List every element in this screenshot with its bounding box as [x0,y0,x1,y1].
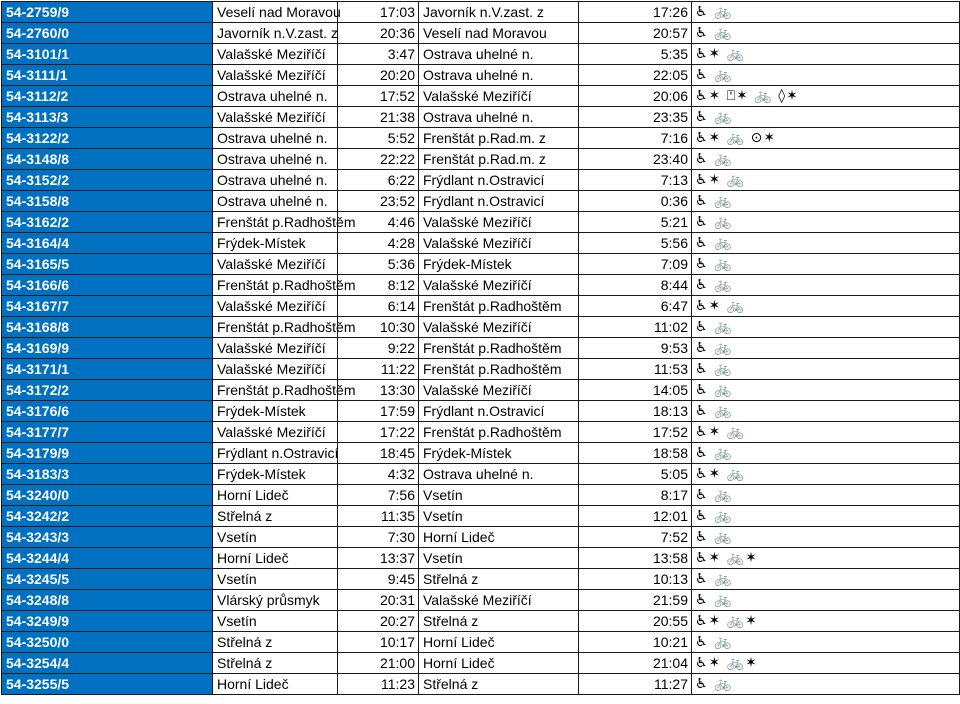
departure-time-cell: 10:30 [338,317,419,338]
service-icons-cell: ♿ 🚲 [692,254,960,275]
service-icons-cell: ♿✶ ⍞✶ 🚲 ◊✶ [692,86,960,107]
origin-station-cell: Valašské Meziříčí [213,44,338,65]
origin-station-cell: Horní Lideč [213,674,338,695]
table-row [2,338,960,359]
origin-station-cell: Ostrava uhelné n. [213,149,338,170]
origin-station-cell: Valašské Meziříčí [213,65,338,86]
origin-station-cell: Frýdlant n.Ostravicí [213,443,338,464]
departure-time-cell: 17:59 [338,401,419,422]
destination-station-cell: Frenštát p.Radhoštěm [419,296,579,317]
departure-time-cell: 13:30 [338,380,419,401]
table-row [2,527,960,548]
table-row [2,86,960,107]
origin-station-cell: Vlárský průsmyk [213,590,338,611]
departure-time-cell: 6:14 [338,296,419,317]
service-icons-cell: ♿ 🚲 [692,317,960,338]
destination-station-cell: Střelná z [419,569,579,590]
destination-station-cell: Horní Lideč [419,527,579,548]
train-number-cell: 54-3176/6 [2,401,213,422]
train-number-cell: 54-3162/2 [2,212,213,233]
departure-time-cell: 11:35 [338,506,419,527]
arrival-time-cell: 9:53 [579,338,692,359]
table-row [2,632,960,653]
origin-station-cell: Frýdek-Místek [213,464,338,485]
train-number-cell: 54-3148/8 [2,149,213,170]
departure-time-cell: 20:27 [338,611,419,632]
destination-station-cell: Ostrava uhelné n. [419,107,579,128]
departure-time-cell: 17:03 [338,2,419,23]
origin-station-cell: Střelná z [213,653,338,674]
service-icons-cell: ♿ 🚲 [692,2,960,23]
departure-time-cell: 21:00 [338,653,419,674]
departure-time-cell: 11:23 [338,674,419,695]
train-number-cell: 54-3122/2 [2,128,213,149]
arrival-time-cell: 11:53 [579,359,692,380]
origin-station-cell: Valašské Meziříčí [213,296,338,317]
destination-station-cell: Valašské Meziříčí [419,380,579,401]
origin-station-cell: Frenštát p.Radhoštěm [213,212,338,233]
destination-station-cell: Střelná z [419,611,579,632]
train-number-cell: 54-3158/8 [2,191,213,212]
service-icons-cell: ♿ 🚲 [692,569,960,590]
destination-station-cell: Frenštát p.Radhoštěm [419,422,579,443]
service-icons-cell: ♿ 🚲 [692,23,960,44]
arrival-time-cell: 11:27 [579,674,692,695]
destination-station-cell: Frýdek-Místek [419,443,579,464]
origin-station-cell: Frýdek-Místek [213,233,338,254]
departure-time-cell: 22:22 [338,149,419,170]
arrival-time-cell: 20:06 [579,86,692,107]
table-row [2,128,960,149]
destination-station-cell: Frenštát p.Rad.m. z [419,128,579,149]
departure-time-cell: 9:22 [338,338,419,359]
origin-station-cell: Valašské Meziříčí [213,107,338,128]
destination-station-cell: Frenštát p.Rad.m. z [419,149,579,170]
service-icons-cell: ♿ 🚲 [692,590,960,611]
destination-station-cell: Frýdek-Místek [419,254,579,275]
origin-station-cell: Vsetín [213,527,338,548]
service-icons-cell: ♿ 🚲 [692,632,960,653]
departure-time-cell: 17:52 [338,86,419,107]
departure-time-cell: 6:22 [338,170,419,191]
service-icons-cell: ♿✶ 🚲✶ [692,548,960,569]
service-icons-cell: ♿✶ 🚲✶ [692,653,960,674]
table-row [2,359,960,380]
destination-station-cell: Vsetín [419,485,579,506]
service-icons-cell: ♿✶ 🚲 ⊙✶ [692,128,960,149]
arrival-time-cell: 7:52 [579,527,692,548]
origin-station-cell: Ostrava uhelné n. [213,170,338,191]
departure-time-cell: 18:45 [338,443,419,464]
destination-station-cell: Horní Lideč [419,632,579,653]
origin-station-cell: Ostrava uhelné n. [213,128,338,149]
arrival-time-cell: 7:13 [579,170,692,191]
service-icons-cell: ♿ 🚲 [692,527,960,548]
service-icons-cell: ♿ 🚲 [692,359,960,380]
origin-station-cell: Valašské Meziříčí [213,422,338,443]
service-icons-cell: ♿✶ 🚲 [692,296,960,317]
train-number-cell: 54-3244/4 [2,548,213,569]
timetable-body [2,2,960,695]
table-row [2,170,960,191]
departure-time-cell: 4:32 [338,464,419,485]
departure-time-cell: 7:30 [338,527,419,548]
destination-station-cell: Vsetín [419,548,579,569]
origin-station-cell: Frenštát p.Radhoštěm [213,275,338,296]
arrival-time-cell: 20:57 [579,23,692,44]
train-number-cell: 54-3112/2 [2,86,213,107]
departure-time-cell: 8:12 [338,275,419,296]
destination-station-cell: Frýdlant n.Ostravicí [419,191,579,212]
service-icons-cell: ♿ 🚲 [692,443,960,464]
service-icons-cell: ♿ 🚲 [692,275,960,296]
table-row [2,44,960,65]
departure-time-cell: 4:46 [338,212,419,233]
service-icons-cell: ♿ 🚲 [692,212,960,233]
arrival-time-cell: 6:47 [579,296,692,317]
table-row [2,23,960,44]
train-number-cell: 54-3240/0 [2,485,213,506]
train-number-cell: 54-2759/9 [2,2,213,23]
destination-station-cell: Valašské Meziříčí [419,212,579,233]
service-icons-cell: ♿ 🚲 [692,380,960,401]
table-row [2,380,960,401]
train-number-cell: 54-3245/5 [2,569,213,590]
table-row [2,275,960,296]
origin-station-cell: Frýdek-Místek [213,401,338,422]
origin-station-cell: Horní Lideč [213,485,338,506]
service-icons-cell: ♿ 🚲 [692,65,960,86]
train-number-cell: 54-3249/9 [2,611,213,632]
arrival-time-cell: 0:36 [579,191,692,212]
table-row [2,485,960,506]
departure-time-cell: 23:52 [338,191,419,212]
train-number-cell: 54-3172/2 [2,380,213,401]
destination-station-cell: Frenštát p.Radhoštěm [419,359,579,380]
arrival-time-cell: 21:59 [579,590,692,611]
table-row [2,65,960,86]
train-number-cell: 54-3169/9 [2,338,213,359]
departure-time-cell: 10:17 [338,632,419,653]
arrival-time-cell: 5:21 [579,212,692,233]
train-number-cell: 54-3171/1 [2,359,213,380]
arrival-time-cell: 17:26 [579,2,692,23]
destination-station-cell: Valašské Meziříčí [419,275,579,296]
table-row [2,506,960,527]
table-row [2,401,960,422]
destination-station-cell: Frýdlant n.Ostravicí [419,401,579,422]
origin-station-cell: Valašské Meziříčí [213,254,338,275]
service-icons-cell: ♿ 🚲 [692,149,960,170]
arrival-time-cell: 22:05 [579,65,692,86]
train-number-cell: 54-3254/4 [2,653,213,674]
arrival-time-cell: 21:04 [579,653,692,674]
arrival-time-cell: 8:17 [579,485,692,506]
arrival-time-cell: 5:56 [579,233,692,254]
destination-station-cell: Javorník n.V.zast. z [419,2,579,23]
table-row [2,548,960,569]
destination-station-cell: Ostrava uhelné n. [419,65,579,86]
destination-station-cell: Frýdlant n.Ostravicí [419,170,579,191]
destination-station-cell: Vsetín [419,506,579,527]
origin-station-cell: Valašské Meziříčí [213,338,338,359]
service-icons-cell: ♿✶ 🚲 [692,422,960,443]
origin-station-cell: Ostrava uhelné n. [213,191,338,212]
train-number-cell: 54-3250/0 [2,632,213,653]
departure-time-cell: 5:36 [338,254,419,275]
departure-time-cell: 13:37 [338,548,419,569]
arrival-time-cell: 13:58 [579,548,692,569]
origin-station-cell: Střelná z [213,632,338,653]
train-number-cell: 54-3164/4 [2,233,213,254]
arrival-time-cell: 7:16 [579,128,692,149]
arrival-time-cell: 14:05 [579,380,692,401]
origin-station-cell: Veselí nad Moravou [213,2,338,23]
arrival-time-cell: 11:02 [579,317,692,338]
departure-time-cell: 20:31 [338,590,419,611]
service-icons-cell: ♿ 🚲 [692,485,960,506]
destination-station-cell: Valašské Meziříčí [419,86,579,107]
destination-station-cell: Horní Lideč [419,653,579,674]
departure-time-cell: 21:38 [338,107,419,128]
arrival-time-cell: 10:21 [579,632,692,653]
train-number-cell: 54-3113/3 [2,107,213,128]
arrival-time-cell: 8:44 [579,275,692,296]
train-number-cell: 54-3101/1 [2,44,213,65]
arrival-time-cell: 18:58 [579,443,692,464]
origin-station-cell: Střelná z [213,506,338,527]
train-number-cell: 54-3255/5 [2,674,213,695]
table-row [2,653,960,674]
service-icons-cell: ♿ 🚲 [692,233,960,254]
destination-station-cell: Frenštát p.Radhoštěm [419,338,579,359]
service-icons-cell: ♿ 🚲 [692,191,960,212]
arrival-time-cell: 17:52 [579,422,692,443]
arrival-time-cell: 20:55 [579,611,692,632]
origin-station-cell: Ostrava uhelné n. [213,86,338,107]
train-number-cell: 54-3167/7 [2,296,213,317]
service-icons-cell: ♿ 🚲 [692,107,960,128]
train-number-cell: 54-3168/8 [2,317,213,338]
departure-time-cell: 11:22 [338,359,419,380]
table-row [2,191,960,212]
service-icons-cell: ♿✶ 🚲 [692,44,960,65]
table-row [2,317,960,338]
arrival-time-cell: 23:40 [579,149,692,170]
origin-station-cell: Vsetín [213,569,338,590]
arrival-time-cell: 5:05 [579,464,692,485]
destination-station-cell: Valašské Meziříčí [419,590,579,611]
table-row [2,233,960,254]
departure-time-cell: 9:45 [338,569,419,590]
table-row [2,149,960,170]
origin-station-cell: Vsetín [213,611,338,632]
train-number-cell: 54-3152/2 [2,170,213,191]
service-icons-cell: ♿✶ 🚲✶ [692,611,960,632]
table-row [2,569,960,590]
departure-time-cell: 5:52 [338,128,419,149]
table-row [2,674,960,695]
arrival-time-cell: 10:13 [579,569,692,590]
service-icons-cell: ♿ 🚲 [692,506,960,527]
service-icons-cell: ♿ 🚲 [692,674,960,695]
origin-station-cell: Frenštát p.Radhoštěm [213,317,338,338]
departure-time-cell: 20:36 [338,23,419,44]
departure-time-cell: 3:47 [338,44,419,65]
service-icons-cell: ♿✶ 🚲 [692,464,960,485]
departure-time-cell: 4:28 [338,233,419,254]
destination-station-cell: Ostrava uhelné n. [419,464,579,485]
destination-station-cell: Veselí nad Moravou [419,23,579,44]
table-row [2,464,960,485]
origin-station-cell: Valašské Meziříčí [213,359,338,380]
service-icons-cell: ♿ 🚲 [692,338,960,359]
timetable [1,1,960,695]
train-number-cell: 54-3242/2 [2,506,213,527]
table-row [2,422,960,443]
destination-station-cell: Valašské Meziříčí [419,317,579,338]
departure-time-cell: 20:20 [338,65,419,86]
destination-station-cell: Ostrava uhelné n. [419,44,579,65]
table-row [2,212,960,233]
table-row [2,107,960,128]
train-number-cell: 54-3166/6 [2,275,213,296]
train-number-cell: 54-3248/8 [2,590,213,611]
departure-time-cell: 7:56 [338,485,419,506]
table-row [2,254,960,275]
table-row [2,443,960,464]
service-icons-cell: ♿✶ 🚲 [692,170,960,191]
origin-station-cell: Javorník n.V.zast. z [213,23,338,44]
train-number-cell: 54-3111/1 [2,65,213,86]
arrival-time-cell: 18:13 [579,401,692,422]
train-number-cell: 54-3179/9 [2,443,213,464]
arrival-time-cell: 23:35 [579,107,692,128]
train-number-cell: 54-3183/3 [2,464,213,485]
destination-station-cell: Střelná z [419,674,579,695]
arrival-time-cell: 12:01 [579,506,692,527]
train-number-cell: 54-3165/5 [2,254,213,275]
train-number-cell: 54-3177/7 [2,422,213,443]
train-number-cell: 54-3243/3 [2,527,213,548]
origin-station-cell: Frenštát p.Radhoštěm [213,380,338,401]
origin-station-cell: Horní Lideč [213,548,338,569]
arrival-time-cell: 5:35 [579,44,692,65]
destination-station-cell: Valašské Meziříčí [419,233,579,254]
table-row [2,2,960,23]
table-row [2,611,960,632]
departure-time-cell: 17:22 [338,422,419,443]
arrival-time-cell: 7:09 [579,254,692,275]
train-number-cell: 54-2760/0 [2,23,213,44]
service-icons-cell: ♿ 🚲 [692,401,960,422]
table-row [2,590,960,611]
table-row [2,296,960,317]
